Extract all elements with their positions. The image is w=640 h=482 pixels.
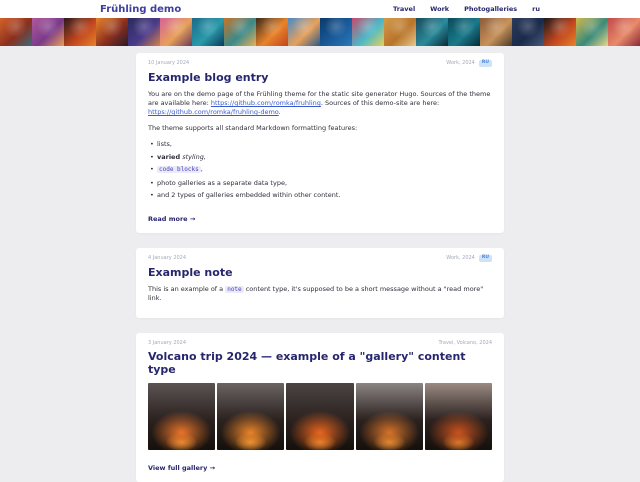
banner-photo[interactable] xyxy=(480,18,512,46)
banner-photo[interactable] xyxy=(192,18,224,46)
list-item: • lists, xyxy=(157,140,492,148)
bold-text: varied xyxy=(157,152,181,161)
post-card-gallery xyxy=(136,333,504,481)
language-badge[interactable]: RU xyxy=(479,255,492,262)
inline-code: code blocks xyxy=(159,166,199,174)
gallery-photo-volcano[interactable] xyxy=(148,383,215,450)
gallery-photo-volcano[interactable] xyxy=(425,383,492,450)
banner-photo[interactable] xyxy=(256,18,288,46)
post-meta-right xyxy=(446,60,492,67)
banner-photo[interactable] xyxy=(448,18,480,46)
gallery-photo-volcano[interactable] xyxy=(356,383,423,450)
note-body xyxy=(148,285,492,303)
nav-item-work[interactable]: Work xyxy=(430,5,450,13)
post-date: 4 January 2024 xyxy=(148,255,187,262)
gallery-thumbnails-row xyxy=(148,383,492,450)
nav-item-photogalleries[interactable]: Photogalleries xyxy=(464,5,518,13)
post-title-link[interactable]: Volcano trip 2024 — example of a "gallery" content type xyxy=(148,350,466,376)
banner-photo[interactable] xyxy=(384,18,416,46)
post-card-note xyxy=(136,248,504,318)
content-column xyxy=(136,46,504,482)
post-tags[interactable]: Work, 2024 xyxy=(446,60,475,67)
post-title-heading xyxy=(148,72,492,85)
intro-text-end: . xyxy=(278,108,281,117)
post-date: 3 January 2024 xyxy=(148,340,187,347)
banner-photo[interactable] xyxy=(320,18,352,46)
banner-photo[interactable] xyxy=(160,18,192,46)
post-card-blog-entry xyxy=(136,53,504,233)
banner-photo[interactable] xyxy=(576,18,608,46)
banner-photo[interactable] xyxy=(416,18,448,46)
read-more-link[interactable]: Read more → xyxy=(148,215,196,224)
post-tags[interactable]: Travel, Volcano, 2024 xyxy=(438,340,492,347)
banner-photo[interactable] xyxy=(224,18,256,46)
post-title-heading xyxy=(148,267,492,280)
banner-photo[interactable] xyxy=(64,18,96,46)
banner-photo-strip xyxy=(0,18,640,46)
view-full-gallery-link[interactable]: View full gallery → xyxy=(148,463,216,472)
theme-sources-link[interactable]: https://github.com/romka/fruhling xyxy=(210,99,321,108)
post-title-link[interactable]: Example blog entry xyxy=(148,70,269,84)
banner-photo[interactable] xyxy=(0,18,32,46)
banner-photo[interactable] xyxy=(544,18,576,46)
code-suffix: , xyxy=(200,165,203,174)
gallery-photo-volcano[interactable] xyxy=(217,383,284,450)
banner-photo[interactable] xyxy=(608,18,640,46)
list-item xyxy=(157,153,492,161)
post-tags[interactable]: Work, 2024 xyxy=(446,255,475,262)
banner-photo[interactable] xyxy=(352,18,384,46)
post-date: 10 January 2024 xyxy=(148,60,190,67)
main-nav xyxy=(393,5,540,13)
note-text-end: content type, it's supposed to be a short message without a "read more" link. xyxy=(148,285,484,303)
post-meta-right xyxy=(439,340,492,346)
post-paragraph-features: The theme supports all standard Markdown formatting features: xyxy=(148,124,358,133)
list-item xyxy=(157,165,492,174)
note-text: This is an example of a xyxy=(148,285,226,294)
banner-photo[interactable] xyxy=(96,18,128,46)
site-header xyxy=(0,0,640,18)
post-title-link[interactable]: Example note xyxy=(148,265,233,279)
banner-photo[interactable] xyxy=(512,18,544,46)
post-meta-row xyxy=(148,60,492,67)
italic-text: styling, xyxy=(180,152,206,161)
inline-code: note xyxy=(227,286,242,294)
intro-text: You are on the demo page of the Frühling theme for the static site generator Hugo. Sources of the theme are available here: xyxy=(148,90,491,108)
list-item: • and 2 types of galleries embedded within other content. xyxy=(157,191,492,199)
features-list xyxy=(148,140,492,199)
post-meta-right xyxy=(446,255,492,262)
nav-item-travel[interactable]: Travel xyxy=(392,5,416,13)
post-title-heading xyxy=(148,351,492,376)
demo-sources-link[interactable]: https://github.com/romka/fruhling-demo xyxy=(148,108,279,117)
banner-photo[interactable] xyxy=(128,18,160,46)
language-badge[interactable]: RU xyxy=(479,60,492,67)
banner-photo[interactable] xyxy=(288,18,320,46)
intro-text-mid: . Sources of this demo-site are here: xyxy=(320,99,440,108)
post-meta-row xyxy=(148,255,492,262)
post-paragraph-intro xyxy=(148,90,492,117)
header-inner xyxy=(100,4,540,15)
post-meta-row xyxy=(148,340,492,346)
site-title-link[interactable]: Frühling demo xyxy=(100,3,182,15)
nav-item-language-ru[interactable]: ru xyxy=(532,5,540,13)
list-item: • photo galleries as a separate data type, xyxy=(157,179,492,187)
gallery-photo-volcano[interactable] xyxy=(286,383,353,450)
banner-photo[interactable] xyxy=(32,18,64,46)
